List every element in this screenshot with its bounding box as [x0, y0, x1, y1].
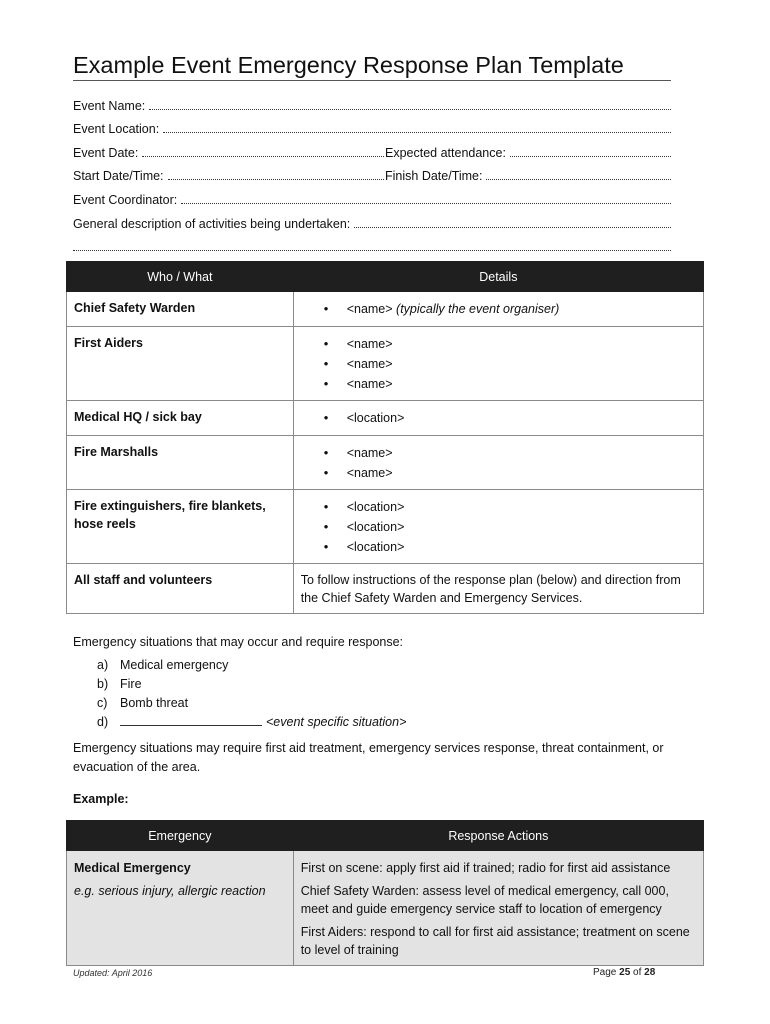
list-item: • <location>	[301, 537, 696, 557]
situation-text: Medical emergency	[120, 658, 229, 672]
role-chief-safety-warden: Chief Safety Warden	[67, 292, 294, 327]
expected-attendance-label: Expected attendance:	[385, 146, 506, 160]
footer-page-number	[593, 967, 655, 978]
role-all-staff: All staff and volunteers	[67, 564, 294, 614]
page-current: 25	[619, 967, 631, 978]
details-cell	[293, 436, 703, 490]
table-row	[67, 436, 704, 490]
roles-table-header	[67, 262, 704, 292]
general-description-field	[73, 213, 671, 233]
list-item: • <name>	[301, 354, 696, 374]
header-emergency: Emergency	[67, 821, 294, 851]
response-table-header	[67, 821, 704, 851]
list-item	[301, 299, 696, 319]
actions-cell	[293, 851, 703, 966]
table-row	[67, 851, 704, 966]
event-date-blank	[142, 142, 384, 157]
header-who-what: Who / What	[67, 262, 294, 292]
emergency-example: e.g. serious injury, allergic reaction	[74, 884, 266, 898]
details-cell	[293, 327, 703, 401]
table-row	[67, 401, 704, 436]
event-name-label: Event Name:	[73, 99, 146, 113]
event-date-label: Event Date:	[73, 146, 139, 160]
list-marker: b)	[97, 677, 109, 691]
list-marker: c)	[97, 696, 108, 710]
situation-blank-line	[120, 713, 262, 726]
list-item: • <name>	[301, 443, 696, 463]
list-item: • <location>	[301, 517, 696, 537]
detail-note: (typically the event organiser)	[396, 302, 560, 316]
situation-text: <event specific situation>	[266, 715, 407, 729]
table-row	[67, 327, 704, 401]
emergency-cell	[67, 851, 294, 966]
situations-list	[73, 656, 406, 732]
general-description-blank	[354, 213, 671, 228]
event-location-label: Event Location:	[73, 122, 160, 136]
finish-datetime-label: Finish Date/Time:	[385, 169, 483, 183]
start-datetime-label: Start Date/Time:	[73, 169, 164, 183]
response-table	[66, 820, 704, 966]
table-row	[67, 292, 704, 327]
general-description-blank-2	[73, 236, 671, 251]
general-description-label: General description of activities being undertaken:	[73, 217, 351, 231]
example-label: Example:	[73, 792, 129, 806]
situations-intro: Emergency situations that may occur and require response:	[73, 635, 404, 649]
list-item: • <location>	[301, 408, 696, 428]
list-item: • <location>	[301, 497, 696, 517]
details-cell	[293, 490, 703, 564]
event-coordinator-label: Event Coordinator:	[73, 193, 178, 207]
event-location-field	[73, 118, 671, 138]
page-of: of	[633, 967, 642, 978]
role-first-aiders: First Aiders	[67, 327, 294, 401]
page-word: Page	[593, 967, 617, 978]
page-title: Example Event Emergency Response Plan Template	[73, 50, 671, 81]
list-item	[73, 713, 406, 732]
role-fire-marshalls: Fire Marshalls	[67, 436, 294, 490]
action-first-aiders: First Aiders: respond to call for first aid assistance; treatment on scene to level of training	[300, 925, 690, 957]
event-date-field	[73, 142, 384, 162]
event-coordinator-field	[73, 189, 671, 209]
general-description-continuation	[73, 236, 671, 256]
finish-datetime-blank	[486, 165, 671, 180]
table-row	[67, 490, 704, 564]
event-coordinator-blank	[181, 189, 671, 204]
list-item: • <name>	[301, 374, 696, 394]
event-name-blank	[149, 95, 671, 110]
details-cell	[293, 292, 703, 327]
expected-attendance-field	[385, 142, 671, 162]
finish-datetime-field	[385, 165, 671, 185]
list-item: • <name>	[301, 334, 696, 354]
details-cell	[293, 401, 703, 436]
situations-note: Emergency situations may require first aid treatment, emergency services response, threat containment, or evacuation of the area.	[73, 741, 664, 774]
start-datetime-field	[73, 165, 384, 185]
role-medical-hq: Medical HQ / sick bay	[67, 401, 294, 436]
list-item	[73, 656, 406, 675]
table-row	[67, 564, 704, 614]
list-marker: d)	[97, 715, 109, 729]
expected-attendance-blank	[510, 142, 671, 157]
list-item	[73, 694, 406, 713]
action-first-on-scene: First on scene: apply first aid if trained; radio for first aid assistance	[300, 861, 671, 875]
details-text: To follow instructions of the response plan (below) and direction from the Chief Safety Warden and Emergency Services.	[293, 564, 703, 614]
list-marker: a)	[97, 658, 109, 672]
footer-updated: Updated: April 2016	[73, 968, 153, 978]
header-response-actions: Response Actions	[293, 821, 703, 851]
list-item: • <name>	[301, 463, 696, 483]
action-chief-safety-warden: Chief Safety Warden: assess level of medical emergency, call 000, meet and guide emergency service staff to location of emergency	[300, 884, 669, 916]
emergency-type: Medical Emergency	[74, 861, 191, 875]
list-item	[73, 675, 406, 694]
event-location-blank	[163, 118, 671, 133]
situation-text: Bomb threat	[120, 696, 189, 710]
start-datetime-blank	[168, 165, 384, 180]
header-details: Details	[293, 262, 703, 292]
page-total: 28	[644, 967, 656, 978]
detail-placeholder: <name>	[346, 302, 393, 316]
situation-text: Fire	[120, 677, 142, 691]
event-name-field	[73, 95, 671, 115]
roles-table	[66, 261, 704, 614]
role-fire-equipment: Fire extinguishers, fire blankets, hose reels	[67, 490, 294, 564]
